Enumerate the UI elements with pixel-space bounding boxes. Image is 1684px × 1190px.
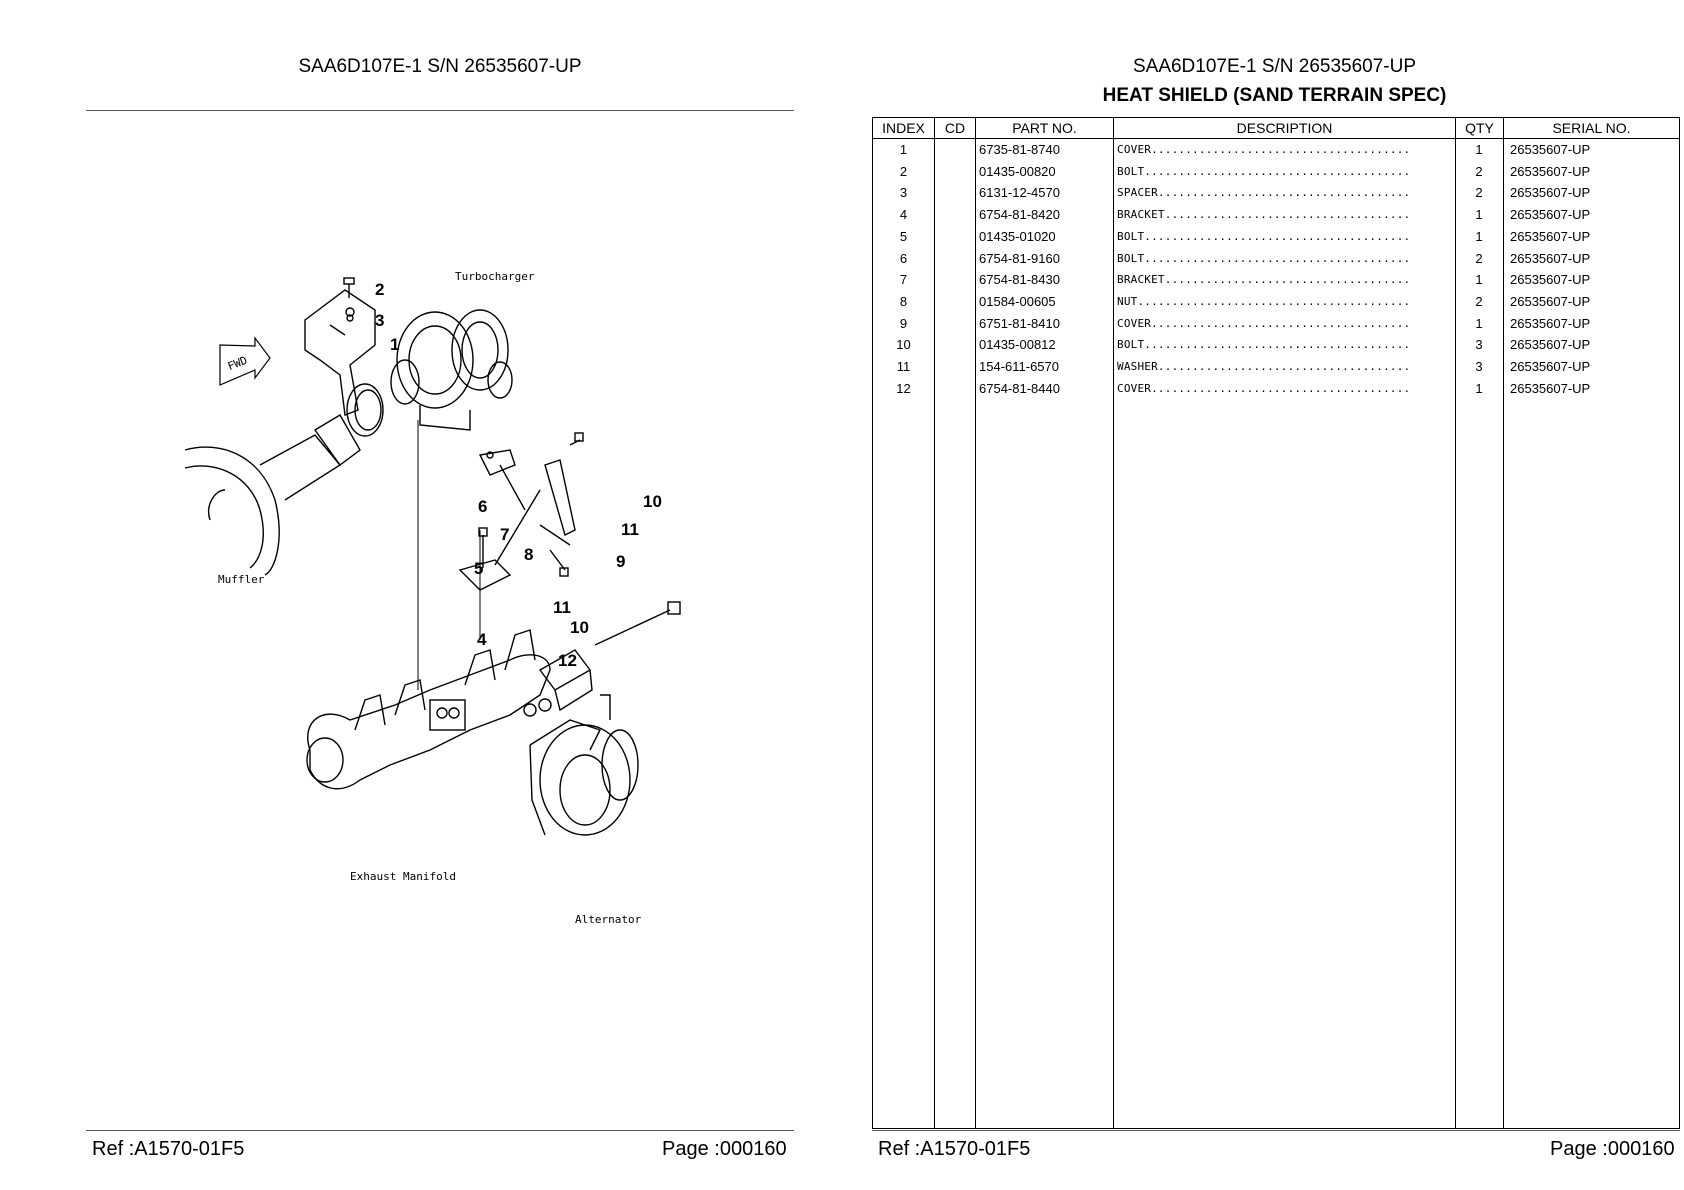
exhaust-manifold	[307, 630, 550, 789]
right-page-number: Page :000160	[1550, 1138, 1675, 1160]
part-bolt-2	[344, 278, 354, 316]
left-footer-divider	[86, 1130, 794, 1131]
row-index: 11	[896, 359, 911, 374]
row-index: 9	[899, 315, 908, 331]
table-row	[873, 269, 1679, 290]
row-serial-no: 26535607-UP	[1510, 293, 1591, 309]
table-row	[873, 378, 1679, 399]
row-qty: 1	[1475, 380, 1483, 396]
row-serial-no: 26535607-UP	[1510, 272, 1591, 288]
table-row	[873, 291, 1679, 312]
callout-12: 12	[558, 651, 577, 670]
left-ref: Ref :A1570-01F5	[92, 1138, 245, 1160]
row-serial-no: 26535607-UP	[1510, 337, 1591, 353]
right-ref: Ref :A1570-01F5	[878, 1138, 1031, 1160]
row-description: BOLT.......................................	[1117, 338, 1411, 352]
table-row	[873, 248, 1679, 269]
callout-10-upper: 10	[643, 492, 662, 511]
row-serial-no: 26535607-UP	[1510, 250, 1591, 266]
turbocharger-assembly	[391, 310, 512, 430]
row-index: 3	[899, 185, 908, 201]
row-qty: 1	[1475, 315, 1483, 331]
row-index: 8	[899, 293, 908, 309]
label-turbocharger: Turbocharger	[455, 270, 535, 283]
row-part-no: 01435-00820	[979, 163, 1056, 179]
callout-7: 7	[500, 525, 510, 544]
table-row	[873, 161, 1679, 182]
row-description: BOLT.......................................	[1117, 229, 1411, 243]
row-description: NUT........................................	[1117, 294, 1411, 308]
row-serial-no: 26535607-UP	[1510, 142, 1591, 157]
right-page-model: SAA6D107E-1 S/N 26535607-UP	[1132, 56, 1417, 77]
row-description: COVER......................................	[1117, 143, 1411, 156]
row-part-no: 6754-81-9160	[979, 250, 1060, 266]
row-description: BRACKET....................................	[1117, 273, 1411, 287]
table-row	[873, 139, 1679, 160]
row-serial-no: 26535607-UP	[1510, 185, 1591, 201]
callout-10-lower: 10	[570, 618, 589, 637]
callout-5: 5	[474, 559, 484, 578]
row-qty: 2	[1475, 293, 1483, 309]
callout-4: 4	[477, 630, 487, 649]
row-part-no: 6754-81-8430	[979, 272, 1060, 288]
fwd-label: FWD	[225, 353, 250, 374]
row-part-no: 6751-81-8410	[979, 315, 1060, 331]
row-qty: 2	[1475, 163, 1483, 179]
row-serial-no: 26535607-UP	[1510, 163, 1591, 179]
header-index: INDEX	[873, 118, 934, 139]
row-qty: 1	[1475, 228, 1483, 244]
callout-2: 2	[375, 280, 385, 299]
row-qty: 3	[1475, 359, 1483, 374]
clamp	[347, 384, 383, 436]
row-description: BOLT.......................................	[1117, 251, 1411, 265]
part-cover-12	[524, 602, 680, 716]
header-cd: CD	[935, 118, 975, 139]
part-bolt-10	[550, 550, 568, 576]
part-cover-9	[540, 433, 583, 545]
row-part-no: 01584-00605	[979, 293, 1056, 309]
muffler-assembly	[185, 415, 360, 575]
header-qty: QTY	[1456, 118, 1503, 139]
row-part-no: 6735-81-8740	[979, 142, 1060, 157]
callout-1: 1	[390, 335, 400, 354]
part-cover-1	[305, 290, 375, 415]
row-description: BRACKET....................................	[1117, 208, 1411, 222]
row-serial-no: 26535607-UP	[1510, 207, 1591, 223]
table-row	[873, 182, 1679, 203]
parts-table	[872, 117, 1680, 1129]
left-page-number: Page :000160	[662, 1138, 787, 1160]
row-index: 7	[899, 272, 908, 288]
left-page-title: SAA6D107E-1 S/N 26535607-UP	[298, 56, 582, 77]
header-description: DESCRIPTION	[1114, 118, 1455, 139]
table-row	[873, 204, 1679, 225]
row-serial-no: 26535607-UP	[1510, 315, 1591, 331]
label-muffler: Muffler	[218, 573, 265, 586]
row-part-no: 6131-12-4570	[979, 185, 1060, 201]
alternator	[530, 695, 638, 835]
fwd-arrow-icon	[220, 338, 270, 385]
callout-8: 8	[524, 545, 534, 564]
table-row	[873, 356, 1679, 377]
label-alternator: Alternator	[575, 913, 642, 926]
callout-6: 6	[478, 497, 488, 516]
row-qty: 1	[1475, 142, 1483, 157]
row-index: 4	[899, 207, 908, 223]
row-index: 10	[896, 337, 911, 353]
row-description: COVER......................................	[1117, 381, 1411, 395]
header-serial-no: SERIAL NO.	[1504, 118, 1679, 139]
row-qty: 2	[1475, 250, 1483, 266]
row-qty: 3	[1475, 337, 1483, 353]
right-footer-divider	[872, 1130, 1680, 1131]
callout-11-lower: 11	[553, 598, 571, 617]
callout-3: 3	[375, 311, 385, 330]
row-serial-no: 26535607-UP	[1510, 359, 1591, 374]
row-qty: 2	[1475, 185, 1483, 201]
callout-11-upper: 11	[621, 520, 639, 539]
row-description: COVER......................................	[1117, 316, 1411, 330]
row-index: 2	[899, 163, 908, 179]
row-description: WASHER.....................................	[1117, 360, 1411, 373]
row-index: 12	[896, 380, 911, 396]
row-description: SPACER.....................................	[1117, 186, 1411, 200]
right-page-title: HEAT SHIELD (SAND TERRAIN SPEC)	[1102, 85, 1447, 106]
row-part-no: 01435-01020	[979, 228, 1056, 244]
row-index: 5	[899, 228, 908, 244]
exploded-parts-diagram	[180, 250, 720, 950]
row-index: 6	[899, 250, 908, 266]
table-row	[873, 334, 1679, 355]
row-serial-no: 26535607-UP	[1510, 228, 1591, 244]
row-qty: 1	[1475, 272, 1483, 288]
row-part-no: 6754-81-8440	[979, 380, 1060, 396]
row-index: 1	[899, 142, 908, 157]
row-part-no: 154-611-6570	[979, 359, 1059, 374]
table-row	[873, 313, 1679, 334]
row-description: BOLT.......................................	[1117, 164, 1411, 178]
row-part-no: 6754-81-8420	[979, 207, 1060, 223]
left-header-divider	[86, 110, 794, 111]
table-row	[873, 226, 1679, 247]
label-exhaust-manifold: Exhaust Manifold	[350, 870, 456, 883]
row-qty: 1	[1475, 207, 1483, 223]
row-part-no: 01435-00812	[979, 337, 1056, 353]
callout-9: 9	[616, 552, 626, 571]
row-serial-no: 26535607-UP	[1510, 380, 1591, 396]
header-part-no: PART NO.	[976, 118, 1113, 139]
